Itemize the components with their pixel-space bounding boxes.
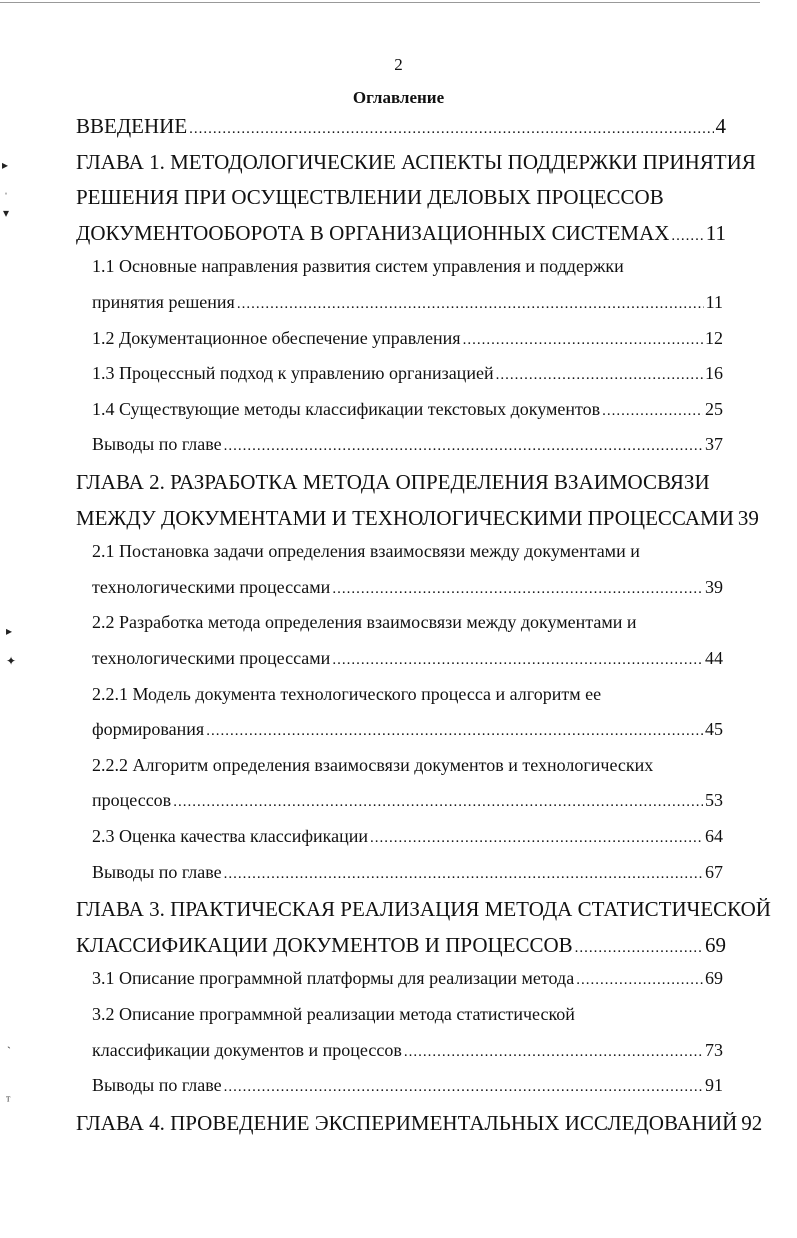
toc-leader-dots [189, 121, 713, 138]
toc-leader-dots [370, 830, 703, 847]
toc-leader-dots [496, 367, 703, 384]
scan-mark-icon: ▾ [3, 206, 10, 220]
toc-entry-line[interactable] [76, 114, 726, 139]
toc-entry-line [92, 541, 723, 562]
toc-entry-line[interactable] [92, 826, 723, 847]
toc-entry-text: формирования [92, 719, 205, 740]
toc-entry-text: технологическими процессами [92, 576, 331, 597]
toc-entry-text: классификации документов и процессов [92, 1039, 402, 1060]
toc-leader-dots [237, 296, 704, 313]
toc-entry-line[interactable] [92, 862, 723, 883]
scan-mark-icon: ✦ [6, 654, 17, 668]
toc-leader-dots [602, 403, 703, 420]
toc-entry-line[interactable] [92, 434, 723, 455]
toc-entry-text: 2.2.1 Модель документа технологического процесса и алгоритм ее [92, 683, 602, 704]
toc-leader-dots [463, 332, 703, 349]
toc-leader-dots [224, 1079, 703, 1096]
toc-page-number: 39 [705, 576, 723, 597]
toc-leader-dots [206, 723, 703, 740]
toc-entry-text: 1.1 Основные направления развития систем управления и поддержки [92, 256, 624, 277]
toc-leader-dots [576, 972, 703, 989]
toc-page-number: 25 [705, 398, 723, 419]
toc-entry-line[interactable] [92, 790, 723, 811]
toc-entry-line [92, 612, 723, 633]
toc-entry-line[interactable] [92, 363, 723, 384]
scan-mark-icon: ˈ [4, 190, 8, 204]
toc-entry-line[interactable] [92, 328, 723, 349]
toc-entry-text: МЕЖДУ ДОКУМЕНТАМИ И ТЕХНОЛОГИЧЕСКИМИ ПРОЦЕССАМИ [76, 505, 734, 530]
toc-entry-line [76, 149, 756, 175]
scan-mark-icon: ▸ [6, 624, 13, 638]
toc-entry-text: 2.1 Постановка задачи определения взаимосвязи между документами и [92, 541, 640, 562]
toc-entry-text: 1.2 Документационное обеспечение управления [92, 327, 461, 348]
toc-entry-text: принятия решения [92, 292, 235, 312]
toc-entry-line[interactable] [92, 399, 723, 420]
toc-page-number: 69 [705, 932, 726, 957]
toc-entry-line[interactable] [92, 1040, 723, 1061]
toc-entry-text: ГЛАВА 3. ПРАКТИЧЕСКАЯ РЕАЛИЗАЦИЯ МЕТОДА СТАТИСТИЧЕСКОЙ [76, 897, 771, 922]
toc-entry-text: технологическими процессами [92, 648, 331, 668]
toc-entry-text: 2.2.2 Алгоритм определения взаимосвязи документов и технологических [92, 754, 654, 775]
toc-entry-text: ГЛАВА 1. МЕТОДОЛОГИЧЕСКИЕ АСПЕКТЫ ПОДДЕРЖКИ ПРИНЯТИЯ [76, 149, 756, 174]
toc-entry-line[interactable] [92, 577, 723, 598]
toc-page-number: 91 [705, 1075, 723, 1096]
toc-page-number: 37 [705, 434, 723, 455]
toc-leader-dots [224, 866, 703, 883]
toc-entry-line[interactable] [76, 1110, 763, 1136]
toc-page-number: 11 [705, 292, 723, 312]
toc-entry-line [92, 684, 723, 705]
toc-entry-line [92, 1004, 723, 1025]
toc-entry-text: Выводы по главе [92, 1075, 222, 1096]
toc-entry-line[interactable] [76, 221, 726, 246]
toc-entry-line [76, 470, 726, 495]
toc-entry-line[interactable] [92, 719, 723, 740]
toc-entry-text: 2.2 Разработка метода определения взаимосвязи между документами и [92, 612, 637, 633]
toc-page-number: 53 [705, 790, 723, 811]
toc-leader-dots [332, 652, 703, 669]
scan-mark-icon: ▸ [2, 158, 9, 172]
toc-page-number: 45 [705, 719, 723, 740]
toc-title: Оглавление [352, 88, 445, 107]
toc-page-number: 44 [705, 648, 723, 668]
toc-entry-line [92, 256, 723, 277]
toc-page-number: 16 [705, 363, 723, 384]
toc-leader-dots [224, 438, 703, 455]
toc-entry-line [76, 897, 771, 922]
toc-entry-line[interactable] [92, 1075, 723, 1096]
toc-leader-dots [575, 940, 703, 957]
toc-page-number: 11 [705, 220, 726, 245]
toc-page-number: 69 [705, 968, 723, 989]
toc-entry-line [76, 185, 726, 210]
toc-entry-text: РЕШЕНИЯ ПРИ ОСУЩЕСТВЛЕНИИ ДЕЛОВЫХ ПРОЦЕССОВ [76, 185, 664, 210]
toc-entry-line[interactable] [76, 505, 759, 531]
toc-page-number: 4 [715, 114, 726, 138]
toc-entry-text: ДОКУМЕНТООБОРОТА В ОРГАНИЗАЦИОННЫХ СИСТЕМАХ [76, 220, 670, 245]
top-rule [0, 2, 760, 3]
toc-entry-text: Выводы по главе [92, 434, 222, 455]
toc-leader-dots [671, 228, 703, 245]
scan-mark-icon: ˋ [7, 1044, 11, 1058]
toc-leader-dots [404, 1044, 703, 1061]
toc-entry-line[interactable] [92, 292, 723, 313]
toc-entry-line[interactable] [76, 933, 726, 958]
toc-entry-text: КЛАССИФИКАЦИИ ДОКУМЕНТОВ И ПРОЦЕССОВ [76, 932, 573, 957]
toc-entry-text: 1.3 Процессный подход к управлению организацией [92, 363, 494, 384]
toc-entry-line[interactable] [92, 648, 723, 669]
toc-page-number: 12 [705, 327, 723, 348]
toc-entry-text: Выводы по главе [92, 861, 222, 882]
toc-page-number: 73 [705, 1039, 723, 1060]
toc-entry-text: ГЛАВА 2. РАЗРАБОТКА МЕТОДА ОПРЕДЕЛЕНИЯ ВЗАИМОСВЯЗИ [76, 470, 710, 494]
toc-entry-line[interactable] [92, 968, 723, 989]
toc-entry-line [92, 755, 723, 776]
toc-page-number: 92 [741, 1110, 763, 1135]
toc-entry-text: 3.1 Описание программной платформы для реализации метода [92, 968, 575, 989]
page-number: 2 [394, 55, 403, 74]
toc-entry-text: 3.2 Описание программной реализации метода статистической [92, 1004, 575, 1024]
toc-entry-text: 1.4 Существующие методы классификации текстовых документов [92, 398, 601, 419]
toc-leader-dots [332, 581, 703, 598]
toc-entry-text: процессов [92, 790, 172, 811]
toc-leader-dots [173, 794, 703, 811]
toc-entry-text: ВВЕДЕНИЕ [76, 114, 188, 138]
toc-page-number: 39 [737, 505, 759, 530]
toc-page-number: 67 [705, 861, 723, 882]
toc-page-number: 64 [705, 826, 723, 846]
toc-entry-text: ГЛАВА 4. ПРОВЕДЕНИЕ ЭКСПЕРИМЕНТАЛЬНЫХ ИССЛЕДОВАНИЙ [76, 1110, 738, 1135]
toc-entry-text: 2.3 Оценка качества классификации [92, 826, 369, 846]
scan-mark-icon: ᵀ [6, 1094, 11, 1108]
